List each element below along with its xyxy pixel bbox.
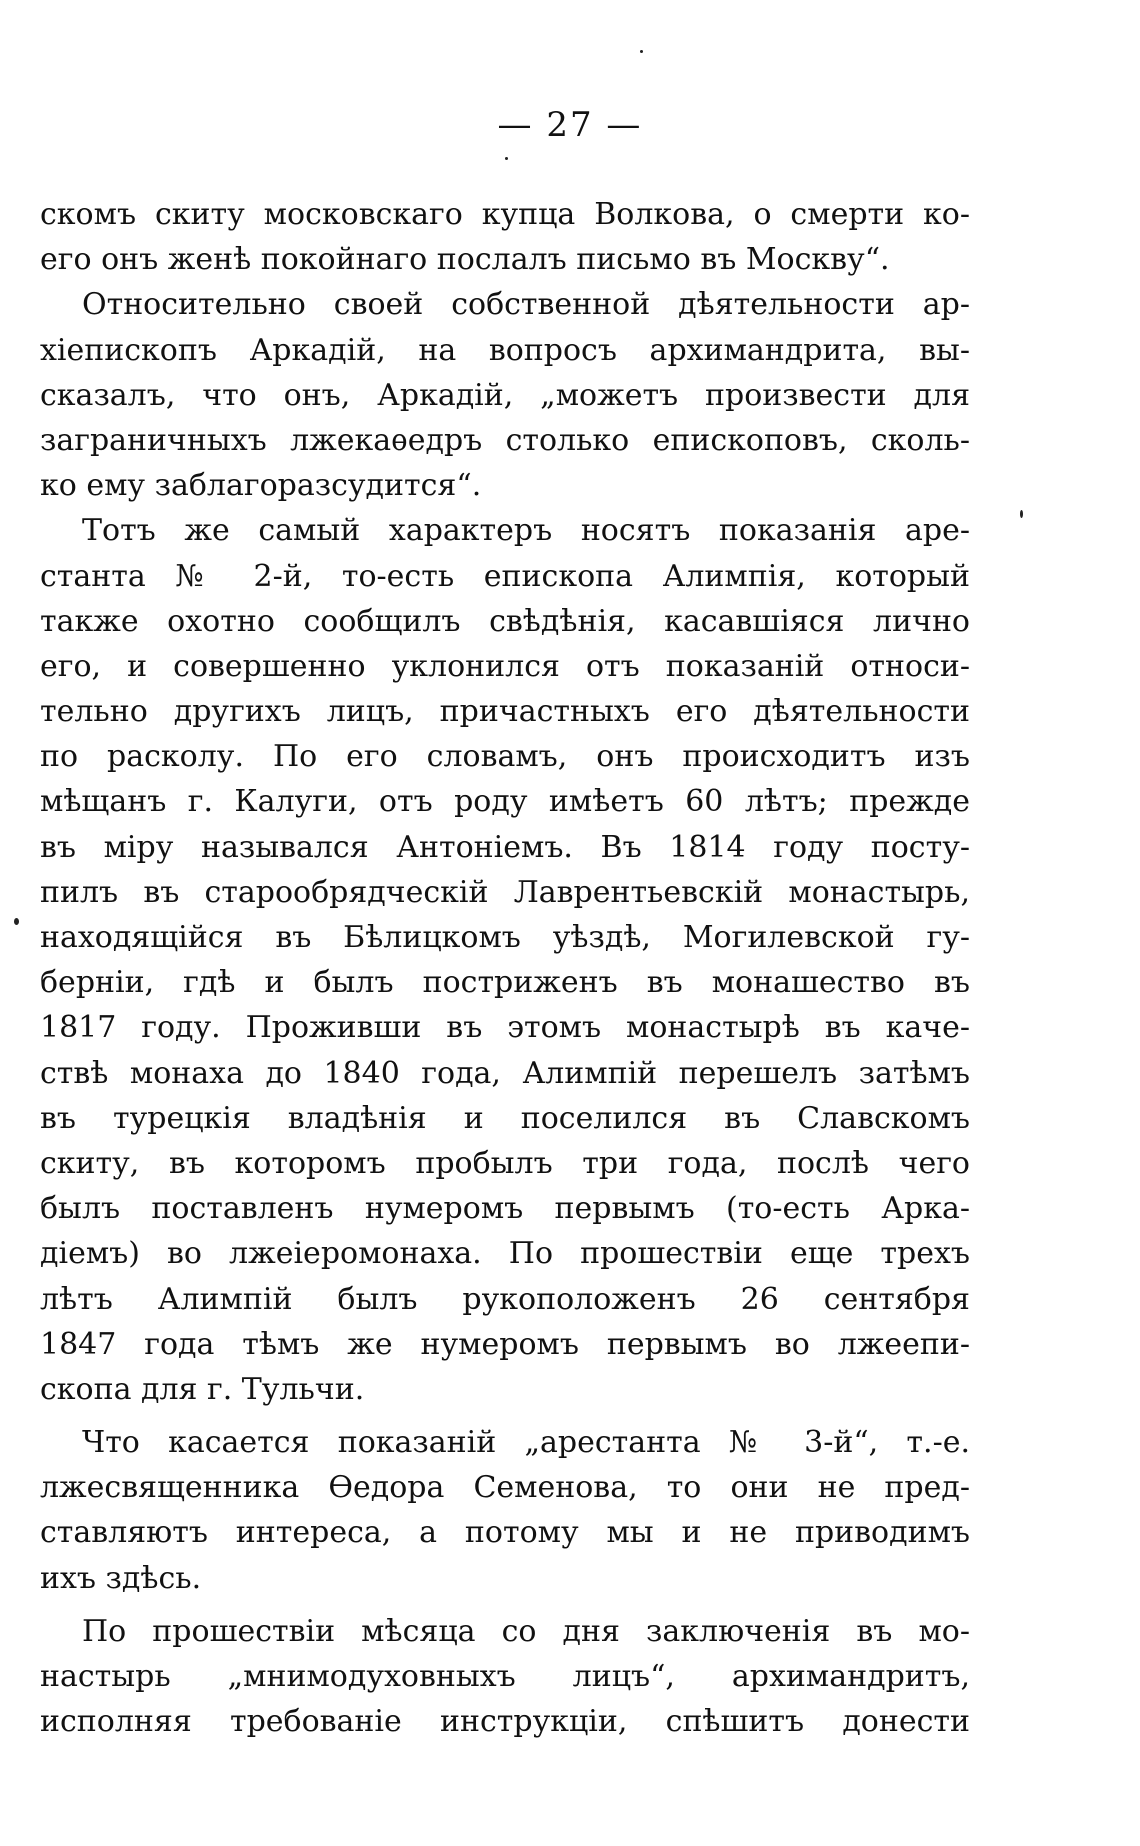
paragraph-5 [40,1609,970,1745]
text-line: по расколу. По его словамъ, онъ происходитъ изъ [40,739,970,775]
text-line: былъ поставленъ нумеромъ первымъ (то-есть Арка- [40,1191,970,1227]
text-line: лжесвященника Ѳедора Семенова, то они не пред- [40,1470,970,1506]
text-line: Тотъ же самый характеръ носятъ показанія аре- [82,513,970,549]
text-line: въ турецкія владѣнія и поселился въ Славскомъ [40,1100,970,1136]
scan-speck [1020,510,1023,518]
paragraph-2 [40,282,970,508]
text-line: Что касается показаній „арестанта № 3-й“, т.-е. [82,1425,970,1461]
text-line: мѣщанъ г. Калуги, отъ роду имѣетъ 60 лѣтъ; прежде [40,784,970,820]
text-line: хіепископъ Аркадій, на вопросъ архимандрита, вы- [40,332,970,368]
text-line: въ міру назывался Антоніемъ. Въ 1814 году посту- [40,829,970,865]
text-line: Относительно своей собственной дѣятельности ар- [82,287,970,323]
text-line: тельно другихъ лицъ, причастныхъ его дѣятельности [40,694,970,730]
scan-speck [640,50,643,53]
text-line: сказалъ, что онъ, Аркадій, „можетъ произвести для [40,377,970,413]
text-line: 1817 году. Проживши въ этомъ монастырѣ въ каче- [40,1010,970,1046]
paragraph-spacer [40,1412,970,1420]
paragraph-1 [40,192,970,282]
text-line: скомъ скиту московскаго купца Волкова, о смерти ко- [40,197,970,232]
scan-speck [505,157,508,160]
text-line: ствѣ монаха до 1840 года, Алимпій перешелъ затѣмъ [40,1055,970,1091]
text-line: лѣтъ Алимпій былъ рукоположенъ 26 сентября [40,1281,970,1317]
text-line: ко ему заблагоразсудится“. [40,468,482,504]
text-line: станта № 2-й, то-есть епископа Алимпія, который [40,558,970,594]
text-line: также охотно сообщилъ свѣдѣнія, касавшіяся лично [40,603,970,639]
text-line: его, и совершенно уклонился отъ показаній относи- [40,648,970,684]
text-line: ихъ здѣсь. [40,1560,202,1596]
paragraph-spacer [40,1601,970,1609]
text-line: 1847 года тѣмъ же нумеромъ первымъ во лжеепи- [40,1326,970,1362]
text-line: пилъ въ старообрядческій Лаврентьевскій монастырь, [40,874,970,910]
text-line: ставляютъ интереса, а потому мы и не приводимъ [40,1515,970,1551]
scan-speck [14,918,19,925]
text-line: его онъ женѣ покойнаго послалъ письмо въ Москву“. [40,242,890,278]
text-line: исполняя требованіе инструкціи, спѣшитъ донести [40,1704,970,1740]
text-line: скопа для г. Тульчи. [40,1371,365,1407]
text-line: скиту, въ которомъ пробылъ три года, послѣ чего [40,1145,970,1181]
text-line: По прошествіи мѣсяца со дня заключенія въ мо- [82,1613,970,1649]
text-line: заграничныхъ лжекаѳедръ столько епископовъ, сколь- [40,422,970,458]
page-number: — 27 — [497,105,643,145]
paragraph-3 [40,508,970,1412]
text-line: діемъ) во лжеіеромонаха. По прошествіи еще трехъ [40,1236,970,1272]
text-line: находящійся въ Бѣлицкомъ уѣздѣ, Могилевской гу- [40,920,970,955]
text-line: настырь „мнимодуховныхъ лицъ“, архимандритъ, [40,1659,970,1694]
text-line: берніи, гдѣ и былъ постриженъ въ монашество въ [40,965,970,1001]
paragraph-4 [40,1420,970,1601]
body-text [40,192,970,1744]
